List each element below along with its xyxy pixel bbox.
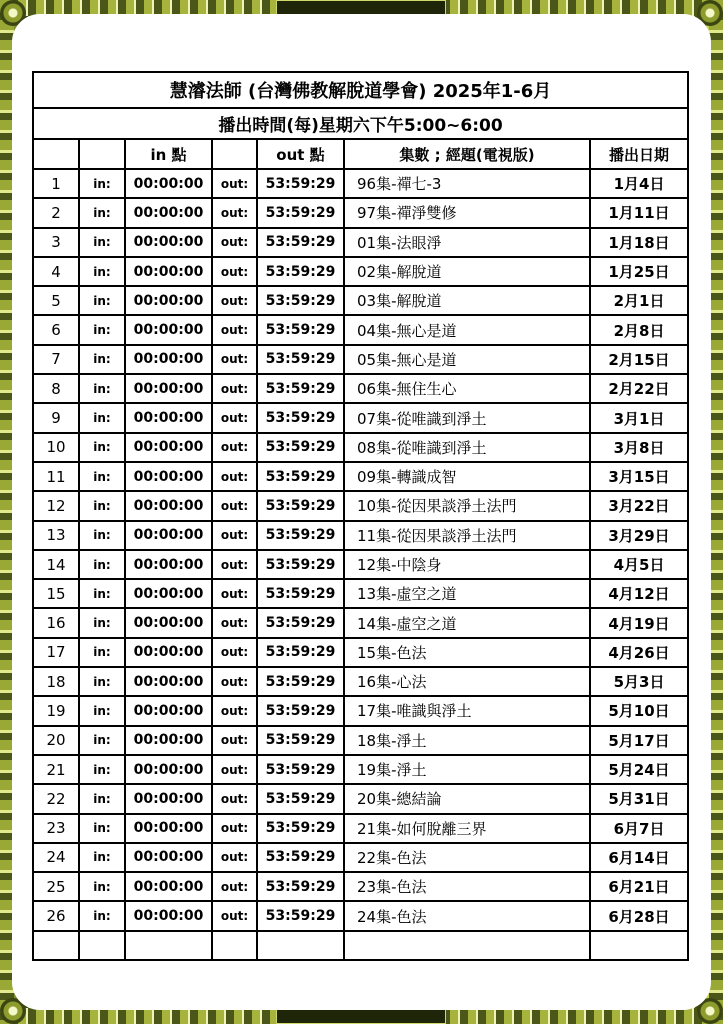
table-row [33, 345, 688, 374]
table-row [33, 843, 688, 872]
out-time: 53:59:29 [257, 667, 344, 696]
empty-cell [33, 931, 79, 960]
broadcast-date: 6月28日 [590, 901, 688, 930]
in-label: in: [79, 843, 125, 872]
frame-border-right [709, 0, 723, 1024]
in-time: 00:00:00 [125, 169, 212, 198]
header-in-point: in 點 [125, 139, 212, 169]
out-label: out: [212, 491, 257, 520]
in-label: in: [79, 491, 125, 520]
out-label: out: [212, 286, 257, 315]
in-time: 00:00:00 [125, 521, 212, 550]
table-row [33, 169, 688, 198]
row-number: 10 [33, 433, 79, 462]
in-time: 00:00:00 [125, 901, 212, 930]
episode-title: 07集-從唯識到淨土 [344, 403, 590, 432]
in-time: 00:00:00 [125, 638, 212, 667]
out-label: out: [212, 433, 257, 462]
broadcast-date: 3月1日 [590, 403, 688, 432]
in-label: in: [79, 872, 125, 901]
in-time: 00:00:00 [125, 491, 212, 520]
episode-title: 04集-無心是道 [344, 315, 590, 344]
out-time: 53:59:29 [257, 843, 344, 872]
episode-title: 21集-如何脫離三界 [344, 814, 590, 843]
in-label: in: [79, 345, 125, 374]
out-label: out: [212, 374, 257, 403]
table-row [33, 198, 688, 227]
in-label: in: [79, 228, 125, 257]
out-label: out: [212, 198, 257, 227]
in-label: in: [79, 257, 125, 286]
table-row [33, 433, 688, 462]
episode-title: 05集-無心是道 [344, 345, 590, 374]
out-label: out: [212, 579, 257, 608]
table-row [33, 667, 688, 696]
broadcast-date: 5月3日 [590, 667, 688, 696]
table-row [33, 608, 688, 637]
broadcast-date: 6月21日 [590, 872, 688, 901]
out-time: 53:59:29 [257, 462, 344, 491]
table-row [33, 286, 688, 315]
empty-cell [125, 931, 212, 960]
out-label: out: [212, 315, 257, 344]
out-time: 53:59:29 [257, 872, 344, 901]
episode-title: 96集-禪七-3 [344, 169, 590, 198]
broadcast-date: 4月5日 [590, 550, 688, 579]
in-label: in: [79, 814, 125, 843]
episode-title: 17集-唯識與淨土 [344, 696, 590, 725]
broadcast-date: 2月1日 [590, 286, 688, 315]
out-time: 53:59:29 [257, 228, 344, 257]
broadcast-date: 2月8日 [590, 315, 688, 344]
in-label: in: [79, 638, 125, 667]
in-time: 00:00:00 [125, 374, 212, 403]
in-time: 00:00:00 [125, 403, 212, 432]
empty-cell [257, 931, 344, 960]
out-label: out: [212, 345, 257, 374]
in-time: 00:00:00 [125, 814, 212, 843]
row-number: 18 [33, 667, 79, 696]
episode-title: 23集-色法 [344, 872, 590, 901]
out-time: 53:59:29 [257, 286, 344, 315]
out-label: out: [212, 608, 257, 637]
in-time: 00:00:00 [125, 667, 212, 696]
episode-title: 97集-禪淨雙修 [344, 198, 590, 227]
broadcast-date: 3月15日 [590, 462, 688, 491]
row-number: 22 [33, 784, 79, 813]
table-title: 慧濬法師 (台灣佛教解脫道學會) 2025年1-6月 [33, 72, 688, 108]
row-number: 24 [33, 843, 79, 872]
row-number: 2 [33, 198, 79, 227]
in-time: 00:00:00 [125, 755, 212, 784]
row-number: 14 [33, 550, 79, 579]
out-time: 53:59:29 [257, 345, 344, 374]
out-label: out: [212, 843, 257, 872]
out-time: 53:59:29 [257, 374, 344, 403]
table-row [33, 784, 688, 813]
table-row [33, 579, 688, 608]
schedule-table [32, 71, 689, 961]
table-row [33, 901, 688, 930]
in-time: 00:00:00 [125, 579, 212, 608]
episode-title: 08集-從唯識到淨土 [344, 433, 590, 462]
episode-title: 02集-解脫道 [344, 257, 590, 286]
in-label: in: [79, 755, 125, 784]
table-row [33, 228, 688, 257]
row-number: 23 [33, 814, 79, 843]
broadcast-date: 5月10日 [590, 696, 688, 725]
row-number: 7 [33, 345, 79, 374]
in-time: 00:00:00 [125, 872, 212, 901]
table-row-empty [33, 931, 688, 960]
out-time: 53:59:29 [257, 755, 344, 784]
in-time: 00:00:00 [125, 696, 212, 725]
out-label: out: [212, 901, 257, 930]
broadcast-date: 4月26日 [590, 638, 688, 667]
episode-title: 22集-色法 [344, 843, 590, 872]
in-label: in: [79, 521, 125, 550]
broadcast-date: 2月22日 [590, 374, 688, 403]
out-time: 53:59:29 [257, 433, 344, 462]
in-time: 00:00:00 [125, 462, 212, 491]
header-out-point: out 點 [257, 139, 344, 169]
in-label: in: [79, 315, 125, 344]
in-time: 00:00:00 [125, 228, 212, 257]
out-label: out: [212, 638, 257, 667]
table-row [33, 638, 688, 667]
out-time: 53:59:29 [257, 169, 344, 198]
in-time: 00:00:00 [125, 550, 212, 579]
out-time: 53:59:29 [257, 638, 344, 667]
in-label: in: [79, 579, 125, 608]
table-row [33, 462, 688, 491]
header-episode-title: 集數 ; 經題(電視版) [344, 139, 590, 169]
table-row [33, 726, 688, 755]
broadcast-date: 2月15日 [590, 345, 688, 374]
in-label: in: [79, 462, 125, 491]
broadcast-date: 3月22日 [590, 491, 688, 520]
episode-title: 09集-轉識成智 [344, 462, 590, 491]
in-time: 00:00:00 [125, 198, 212, 227]
in-time: 00:00:00 [125, 345, 212, 374]
in-time: 00:00:00 [125, 286, 212, 315]
out-label: out: [212, 257, 257, 286]
in-label: in: [79, 433, 125, 462]
table-row [33, 315, 688, 344]
out-label: out: [212, 228, 257, 257]
out-label: out: [212, 521, 257, 550]
row-number: 5 [33, 286, 79, 315]
broadcast-date: 1月18日 [590, 228, 688, 257]
row-number: 8 [33, 374, 79, 403]
table-row [33, 403, 688, 432]
row-number: 21 [33, 755, 79, 784]
row-number: 12 [33, 491, 79, 520]
table-row [33, 257, 688, 286]
out-time: 53:59:29 [257, 579, 344, 608]
table-row [33, 755, 688, 784]
in-label: in: [79, 198, 125, 227]
broadcast-date: 4月19日 [590, 608, 688, 637]
out-time: 53:59:29 [257, 901, 344, 930]
in-label: in: [79, 784, 125, 813]
out-time: 53:59:29 [257, 257, 344, 286]
out-time: 53:59:29 [257, 696, 344, 725]
table-row [33, 550, 688, 579]
episode-title: 20集-總結論 [344, 784, 590, 813]
episode-title: 15集-色法 [344, 638, 590, 667]
episode-title: 16集-心法 [344, 667, 590, 696]
frame-ornament-bottom [276, 1008, 446, 1024]
broadcast-date: 1月11日 [590, 198, 688, 227]
broadcast-date: 5月24日 [590, 755, 688, 784]
in-label: in: [79, 608, 125, 637]
out-label: out: [212, 667, 257, 696]
out-time: 53:59:29 [257, 403, 344, 432]
out-label: out: [212, 726, 257, 755]
out-time: 53:59:29 [257, 521, 344, 550]
broadcast-date: 5月17日 [590, 726, 688, 755]
out-label: out: [212, 462, 257, 491]
table-row [33, 814, 688, 843]
in-time: 00:00:00 [125, 726, 212, 755]
broadcast-date: 3月29日 [590, 521, 688, 550]
row-number: 26 [33, 901, 79, 930]
table-row [33, 491, 688, 520]
in-label: in: [79, 901, 125, 930]
header-out-label [212, 139, 257, 169]
in-time: 00:00:00 [125, 608, 212, 637]
out-label: out: [212, 784, 257, 813]
out-time: 53:59:29 [257, 784, 344, 813]
in-label: in: [79, 726, 125, 755]
in-label: in: [79, 169, 125, 198]
table-row [33, 872, 688, 901]
episode-title: 01集-法眼淨 [344, 228, 590, 257]
episode-title: 14集-虛空之道 [344, 608, 590, 637]
header-number [33, 139, 79, 169]
broadcast-date: 6月7日 [590, 814, 688, 843]
out-time: 53:59:29 [257, 608, 344, 637]
in-label: in: [79, 403, 125, 432]
row-number: 15 [33, 579, 79, 608]
episode-title: 10集-從因果談淨土法門 [344, 491, 590, 520]
out-label: out: [212, 755, 257, 784]
out-time: 53:59:29 [257, 198, 344, 227]
in-time: 00:00:00 [125, 843, 212, 872]
out-label: out: [212, 403, 257, 432]
row-number: 20 [33, 726, 79, 755]
broadcast-date: 5月31日 [590, 784, 688, 813]
broadcast-date: 3月8日 [590, 433, 688, 462]
empty-cell [344, 931, 590, 960]
episode-title: 13集-虛空之道 [344, 579, 590, 608]
in-label: in: [79, 667, 125, 696]
out-label: out: [212, 814, 257, 843]
table-row [33, 696, 688, 725]
row-number: 9 [33, 403, 79, 432]
table-row [33, 521, 688, 550]
header-in-label [79, 139, 125, 169]
broadcast-date: 4月12日 [590, 579, 688, 608]
row-number: 6 [33, 315, 79, 344]
episode-title: 24集-色法 [344, 901, 590, 930]
table-row [33, 374, 688, 403]
broadcast-date: 1月25日 [590, 257, 688, 286]
empty-cell [590, 931, 688, 960]
row-number: 4 [33, 257, 79, 286]
row-number: 16 [33, 608, 79, 637]
row-number: 3 [33, 228, 79, 257]
table-header-row [33, 139, 688, 169]
header-broadcast-date: 播出日期 [590, 139, 688, 169]
broadcast-date: 6月14日 [590, 843, 688, 872]
out-time: 53:59:29 [257, 726, 344, 755]
broadcast-date: 1月4日 [590, 169, 688, 198]
in-time: 00:00:00 [125, 315, 212, 344]
out-label: out: [212, 169, 257, 198]
row-number: 25 [33, 872, 79, 901]
out-time: 53:59:29 [257, 491, 344, 520]
in-time: 00:00:00 [125, 257, 212, 286]
out-label: out: [212, 872, 257, 901]
episode-title: 12集-中陰身 [344, 550, 590, 579]
out-label: out: [212, 550, 257, 579]
episode-title: 11集-從因果談淨土法門 [344, 521, 590, 550]
row-number: 11 [33, 462, 79, 491]
episode-title: 18集-淨土 [344, 726, 590, 755]
episode-title: 19集-淨土 [344, 755, 590, 784]
row-number: 19 [33, 696, 79, 725]
episode-title: 03集-解脫道 [344, 286, 590, 315]
row-number: 1 [33, 169, 79, 198]
out-time: 53:59:29 [257, 315, 344, 344]
out-time: 53:59:29 [257, 550, 344, 579]
row-number: 13 [33, 521, 79, 550]
in-label: in: [79, 550, 125, 579]
out-label: out: [212, 696, 257, 725]
out-time: 53:59:29 [257, 814, 344, 843]
in-time: 00:00:00 [125, 784, 212, 813]
in-label: in: [79, 696, 125, 725]
empty-cell [79, 931, 125, 960]
episode-title: 06集-無住生心 [344, 374, 590, 403]
in-label: in: [79, 286, 125, 315]
empty-cell [212, 931, 257, 960]
in-label: in: [79, 374, 125, 403]
row-number: 17 [33, 638, 79, 667]
in-time: 00:00:00 [125, 433, 212, 462]
broadcast-time: 播出時間(每)星期六下午5:00~6:00 [33, 108, 688, 139]
